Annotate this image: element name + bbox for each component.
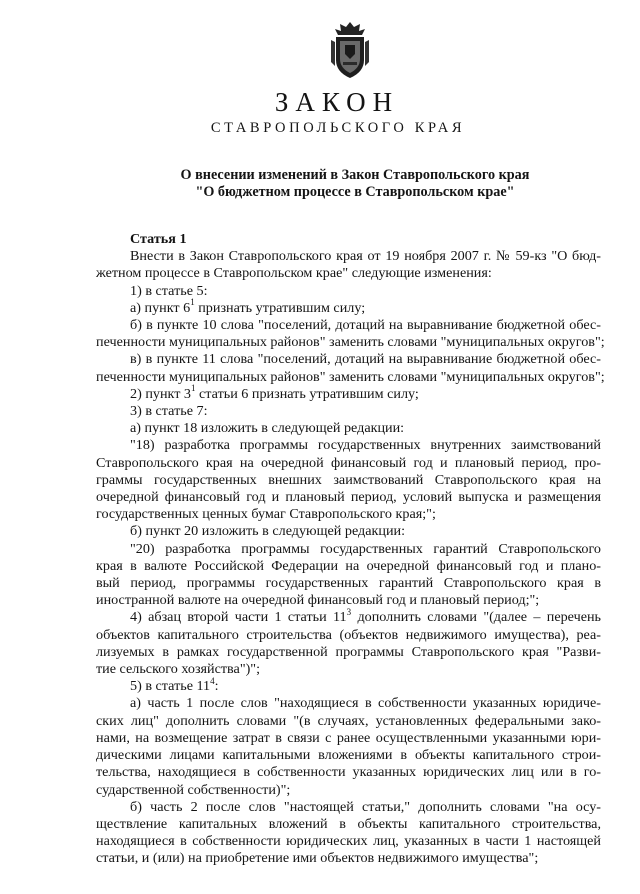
law-subject (150, 167, 560, 201)
coat-of-arms-icon (327, 20, 373, 80)
superscript: 4 (210, 675, 215, 686)
text-line: печенности муниципальных районов" заменить словами "муниципальных округов"; (96, 334, 605, 351)
text-line: 2) пункт $3^1$ статьи 6 признать утратившим силу; (130, 383, 419, 402)
text-line: ществление капитальных вложений в объекты капитального строительства, (96, 815, 601, 832)
text-line: "18) разработка программы государственных внутренних заимствований (130, 437, 601, 454)
text-line: жетном процессе в Ставропольском крае" следующие изменения: (96, 265, 492, 282)
subject-line: "О бюджетном процессе в Ставропольском крае" (195, 184, 515, 200)
law-title: ЗАКОН (274, 87, 400, 117)
superscript: 1 (191, 383, 196, 394)
text-line: 3) в статье 7: (130, 403, 208, 420)
text-line: вый период, программы государственных гарантий Ставропольского края в (96, 575, 601, 592)
text-line: Внести в Закон Ставропольского края от 19 ноября 2007 г. № 59-кз "О бюд- (130, 248, 601, 265)
text-line: печенности муниципальных районов" заменить словами "муниципальных округов"; (96, 368, 605, 385)
text-line: б) в пункте 10 слова "поселений, дотаций на выравнивание бюджетной обес- (130, 317, 601, 334)
text-line: б) пункт 20 изложить в следующей редакции: (130, 523, 406, 540)
text-line: иностранной валюте на очередной финансовый год и плановый период;"; (96, 592, 540, 609)
text-line: сударственной собственности)"; (96, 781, 291, 798)
text-line: а) пункт 18 изложить в следующей редакции: (130, 420, 405, 437)
text-line: дическими лицами капитальными вложениями в объекты капитального строи- (96, 747, 601, 764)
text-line: тие сельского хозяйства")"; (96, 661, 261, 678)
text-line: государственных ценных бумаг Ставропольского края;"; (96, 506, 436, 523)
text-line: Ставропольского края на очередной финансовый год и плановый период, про- (96, 454, 601, 471)
text-line: "20) разработка программы государственных гарантий Ставропольского (130, 540, 601, 557)
text-line: а) пункт $6^1$ признать утратившим силу; (130, 297, 366, 316)
superscript: 1 (190, 297, 195, 308)
text-line: а) часть 1 после слов "находящиеся в собственности указанных юридиче- (130, 695, 601, 712)
article-heading: Статья 1 (130, 231, 187, 247)
subject-line: О внесении изменений в Закон Ставропольского края (180, 167, 530, 183)
text-line: тельства, находящиеся в собственности указанных юридических лиц или в го- (96, 764, 601, 781)
text-line: 1) в статье 5: (130, 282, 208, 299)
text-line: б) часть 2 после слов "настоящей статьи," дополнить словами "на осу- (130, 798, 601, 815)
text-line: края в валюте Российской Федерации на очередной финансовый год и плано- (96, 557, 601, 574)
text-line: очередной финансовый год и плановый период, условий выпуска и размещения (96, 489, 601, 506)
text-line: в) в пункте 11 слова "поселений, дотаций на выравнивание бюджетной обес- (130, 351, 601, 368)
article-body (96, 231, 605, 868)
text-line: 4) абзац второй части 1 статьи $11^3$ дополнить словами "(далее – перечень (130, 606, 601, 626)
region-title: СТАВРОПОЛЬСКОГО КРАЯ (210, 120, 466, 136)
text-line: статьи, и (или) на приобретение ими объектов недвижимого имущества"; (96, 850, 539, 867)
text-line: объектов капитального строительства (объектов недвижимого имущества), реа- (96, 626, 601, 643)
superscript: 3 (346, 606, 352, 617)
text-line: граммы государственных внешних заимствований Ставропольского края на (96, 471, 601, 488)
text-line: ских лиц" дополнить словами "(в случаях, установленных федеральными зако- (96, 712, 601, 729)
text-line: 5) в статье $11^4$: (130, 675, 219, 695)
text-line: нами, на возмещение затрат в связи с ранее осуществленными указанными юри- (96, 729, 601, 746)
text-line: находящиеся в собственности юридических лиц, указанных в части 1 настоящей (96, 833, 601, 850)
text-line: лизуемых в рамках государственной программы Ставропольского края "Разви- (96, 643, 601, 660)
